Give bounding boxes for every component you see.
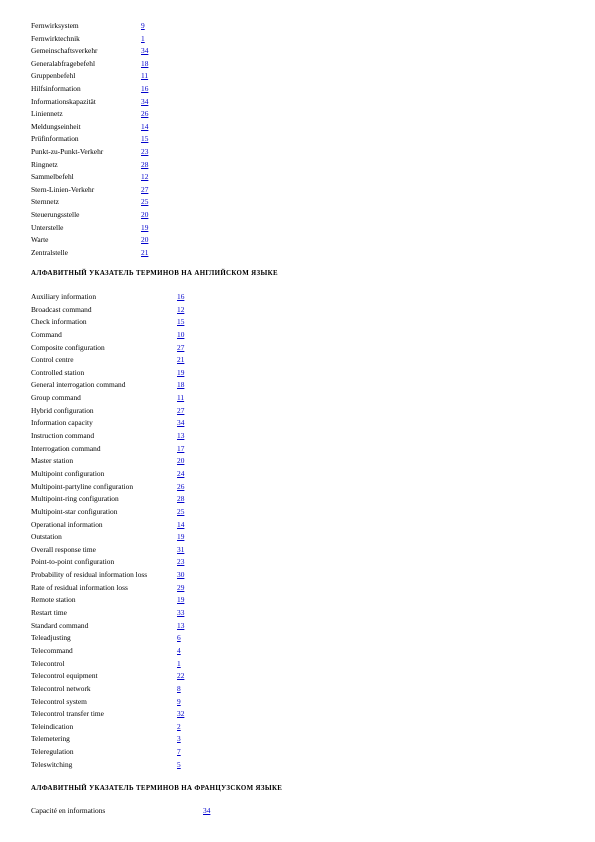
page-reference-link[interactable]: 26 xyxy=(177,481,185,491)
page-reference-link[interactable]: 12 xyxy=(177,304,185,314)
index-term: Group command xyxy=(31,393,81,403)
index-entry xyxy=(31,171,148,184)
index-term: Meldungseinheit xyxy=(31,121,81,131)
index-entry xyxy=(31,708,184,721)
index-term: Standard command xyxy=(31,620,89,630)
index-term: Telecontrol network xyxy=(31,683,91,693)
page-reference-link[interactable]: 16 xyxy=(177,292,185,301)
page-reference-link[interactable]: 28 xyxy=(141,159,149,169)
index-entry xyxy=(31,670,184,683)
index-term: Informationskapazität xyxy=(31,96,96,106)
page-reference-link[interactable]: 11 xyxy=(141,71,149,81)
page-reference-link[interactable]: 20 xyxy=(177,456,185,466)
index-term: Gemeinschaftsverkehr xyxy=(31,46,98,56)
german-terms-list xyxy=(31,20,148,259)
index-entry xyxy=(31,594,184,607)
index-entry xyxy=(31,455,184,468)
index-term: Telecontrol xyxy=(31,658,65,668)
index-term: Point-to-point configuration xyxy=(31,557,115,567)
page-reference-link[interactable]: 16 xyxy=(141,83,149,93)
index-term: Fernwirktechnik xyxy=(31,33,80,43)
page-reference-link[interactable]: 26 xyxy=(141,109,149,119)
page-reference-link[interactable]: 25 xyxy=(141,197,149,207)
page-reference-link[interactable]: 15 xyxy=(141,134,149,144)
index-entry xyxy=(31,234,148,247)
index-entry xyxy=(31,759,184,772)
index-entry xyxy=(31,146,148,159)
page-reference-link[interactable]: 14 xyxy=(141,121,149,131)
index-entry xyxy=(31,45,148,58)
page-reference-link[interactable]: 13 xyxy=(177,431,185,441)
index-term: Operational information xyxy=(31,519,103,529)
index-term: Teleswitching xyxy=(31,759,73,769)
index-entry xyxy=(31,247,148,260)
page-reference-link[interactable]: 17 xyxy=(177,443,185,453)
page-reference-link[interactable]: 15 xyxy=(177,317,185,327)
page-reference-link[interactable]: 31 xyxy=(177,544,185,554)
index-term: Broadcast command xyxy=(31,304,92,314)
page-reference-link[interactable]: 10 xyxy=(177,329,185,339)
index-term: Multipoint configuration xyxy=(31,468,105,478)
index-term: Remote station xyxy=(31,595,76,605)
index-entry xyxy=(31,70,148,83)
index-entry xyxy=(31,417,184,430)
index-term: Telecommand xyxy=(31,645,73,655)
page-reference-link[interactable]: 22 xyxy=(177,671,185,681)
index-term: Capacité en informations xyxy=(31,806,106,815)
index-entry xyxy=(31,354,184,367)
index-entry xyxy=(31,683,184,696)
french-terms-list xyxy=(31,805,210,818)
index-entry xyxy=(31,531,184,544)
index-entry xyxy=(31,468,184,481)
index-term: Restart time xyxy=(31,608,67,618)
index-entry xyxy=(31,291,184,304)
index-entry xyxy=(31,209,148,222)
index-term: General interrogation command xyxy=(31,380,126,390)
index-term: Telecontrol transfer time xyxy=(31,709,104,719)
page-reference-link[interactable]: 14 xyxy=(177,519,185,529)
index-entry xyxy=(31,805,210,818)
page-reference-link[interactable]: 27 xyxy=(177,342,185,352)
index-entry xyxy=(31,481,184,494)
index-term: Generalabfragebefehl xyxy=(31,58,96,68)
index-term: Controlled station xyxy=(31,367,85,377)
page-reference-link[interactable]: 2 xyxy=(177,721,181,731)
page-reference-link[interactable]: 5 xyxy=(177,759,181,769)
page-reference-link[interactable]: 19 xyxy=(177,532,185,542)
index-term: Telecontrol system xyxy=(31,696,87,706)
index-entry xyxy=(31,83,148,96)
page-reference-link[interactable]: 28 xyxy=(177,494,185,504)
index-term: Instruction command xyxy=(31,431,95,441)
index-entry xyxy=(31,108,148,121)
index-entry xyxy=(31,556,184,569)
index-entry xyxy=(31,405,184,418)
index-term: Command xyxy=(31,329,62,339)
index-entry xyxy=(31,304,184,317)
page-reference-link[interactable]: 23 xyxy=(177,557,185,567)
index-entry xyxy=(31,20,148,33)
page-reference-link[interactable]: 9 xyxy=(177,696,181,706)
index-term: Ringnetz xyxy=(31,159,58,169)
index-entry xyxy=(31,184,148,197)
index-entry xyxy=(31,96,148,109)
index-entry xyxy=(31,620,184,633)
index-term: Multipoint-partyline configuration xyxy=(31,481,134,491)
page-reference-link[interactable]: 19 xyxy=(177,367,185,377)
index-term: Telemetering xyxy=(31,734,70,744)
index-term: Multipoint-star configuration xyxy=(31,506,118,516)
index-entry xyxy=(31,632,184,645)
index-entry xyxy=(31,329,184,342)
index-entry xyxy=(31,379,184,392)
index-entry xyxy=(31,696,184,709)
page-reference-link[interactable]: 1 xyxy=(141,33,145,43)
index-term: Unterstelle xyxy=(31,222,64,232)
index-entry xyxy=(31,721,184,734)
page-reference-link[interactable]: 19 xyxy=(141,222,149,232)
page-reference-link[interactable]: 8 xyxy=(177,683,181,693)
page-reference-link[interactable]: 7 xyxy=(177,747,181,757)
page-reference-link[interactable]: 1 xyxy=(177,658,181,668)
index-entry xyxy=(31,367,184,380)
index-entry xyxy=(31,133,148,146)
index-entry xyxy=(31,58,148,71)
index-entry xyxy=(31,222,148,235)
index-term: Teleadjusting xyxy=(31,633,71,643)
index-term: Teleindication xyxy=(31,721,74,731)
index-entry xyxy=(31,658,184,671)
index-term: Hilfsinformation xyxy=(31,83,81,93)
page-reference-link[interactable]: 30 xyxy=(177,570,185,580)
index-term: Zentralstelle xyxy=(31,247,68,257)
index-entry xyxy=(31,607,184,620)
page-reference-link[interactable]: 21 xyxy=(177,355,185,365)
page-reference-link[interactable]: 20 xyxy=(141,235,149,245)
page-reference-link[interactable]: 27 xyxy=(141,184,149,194)
index-term: Overall response time xyxy=(31,544,96,554)
index-entry xyxy=(31,582,184,595)
index-entry xyxy=(31,746,184,759)
index-entry xyxy=(31,443,184,456)
index-term: Check information xyxy=(31,317,87,327)
page-reference-link[interactable]: 11 xyxy=(177,393,185,403)
page-reference-link[interactable]: 13 xyxy=(177,620,185,630)
index-entry xyxy=(31,392,184,405)
index-term: Warte xyxy=(31,235,49,245)
index-entry xyxy=(31,645,184,658)
index-term: Sternnetz xyxy=(31,197,59,207)
index-term: Sammelbefehl xyxy=(31,172,74,182)
index-term: Fernwirksystem xyxy=(31,21,79,30)
page-reference-link[interactable]: 29 xyxy=(177,582,185,592)
page-reference-link[interactable]: 4 xyxy=(177,645,181,655)
page-reference-link[interactable]: 33 xyxy=(177,608,185,618)
index-term: Prüfinformation xyxy=(31,134,79,144)
index-term: Interrogation command xyxy=(31,443,101,453)
page-reference-link[interactable]: 34 xyxy=(177,418,185,428)
index-term: Outstation xyxy=(31,532,62,542)
page-reference-link[interactable]: 21 xyxy=(141,247,149,257)
index-entry xyxy=(31,519,184,532)
page-reference-link[interactable]: 34 xyxy=(203,806,211,815)
index-term: Probability of residual information loss xyxy=(31,570,148,580)
page-reference-link[interactable]: 34 xyxy=(141,96,149,106)
index-entry xyxy=(31,569,184,582)
index-entry xyxy=(31,159,148,172)
index-term: Composite configuration xyxy=(31,342,105,352)
index-term: Multipoint-ring configuration xyxy=(31,494,119,504)
index-term: Master station xyxy=(31,456,74,466)
index-entry xyxy=(31,544,184,557)
page-reference-link[interactable]: 9 xyxy=(141,21,145,30)
index-term: Gruppenbefehl xyxy=(31,71,76,81)
page-reference-link[interactable]: 32 xyxy=(177,709,185,719)
index-entry xyxy=(31,733,184,746)
page-reference-link[interactable]: 23 xyxy=(141,146,149,156)
french-index-heading: АЛФАВИТНЫЙ УКАЗАТЕЛЬ ТЕРМИНОВ НА ФРАНЦУЗСКОМ ЯЗЫКЕ xyxy=(31,785,283,792)
index-term: Hybrid configuration xyxy=(31,405,94,415)
index-entry xyxy=(31,342,184,355)
page-reference-link[interactable]: 34 xyxy=(141,46,149,56)
index-term: Liniennetz xyxy=(31,109,63,119)
page-reference-link[interactable]: 6 xyxy=(177,633,181,643)
index-entry xyxy=(31,506,184,519)
index-term: Stern-Linien-Verkehr xyxy=(31,184,95,194)
index-entry xyxy=(31,196,148,209)
english-index-heading: АЛФАВИТНЫЙ УКАЗАТЕЛЬ ТЕРМИНОВ НА АНГЛИЙСКОМ ЯЗЫКЕ xyxy=(31,270,278,277)
page-reference-link[interactable]: 12 xyxy=(141,172,149,182)
index-entry xyxy=(31,121,148,134)
index-term: Telecontrol equipment xyxy=(31,671,98,681)
page-reference-link[interactable]: 25 xyxy=(177,506,185,516)
index-entry xyxy=(31,430,184,443)
index-term: Control centre xyxy=(31,355,74,365)
index-term: Punkt-zu-Punkt-Verkehr xyxy=(31,146,104,156)
page-reference-link[interactable]: 24 xyxy=(177,468,185,478)
page-reference-link[interactable]: 19 xyxy=(177,595,185,605)
index-entry xyxy=(31,33,148,46)
page-reference-link[interactable]: 18 xyxy=(177,380,185,390)
index-term: Rate of residual information loss xyxy=(31,582,128,592)
page-reference-link[interactable]: 3 xyxy=(177,734,181,744)
index-term: Information capacity xyxy=(31,418,93,428)
index-term: Auxiliary information xyxy=(31,292,97,301)
page-reference-link[interactable]: 18 xyxy=(141,58,149,68)
index-term: Steuerungsstelle xyxy=(31,209,80,219)
index-entry xyxy=(31,316,184,329)
english-terms-list xyxy=(31,291,184,771)
index-entry xyxy=(31,493,184,506)
page-reference-link[interactable]: 20 xyxy=(141,209,149,219)
index-term: Teleregulation xyxy=(31,747,74,757)
page-reference-link[interactable]: 27 xyxy=(177,405,185,415)
